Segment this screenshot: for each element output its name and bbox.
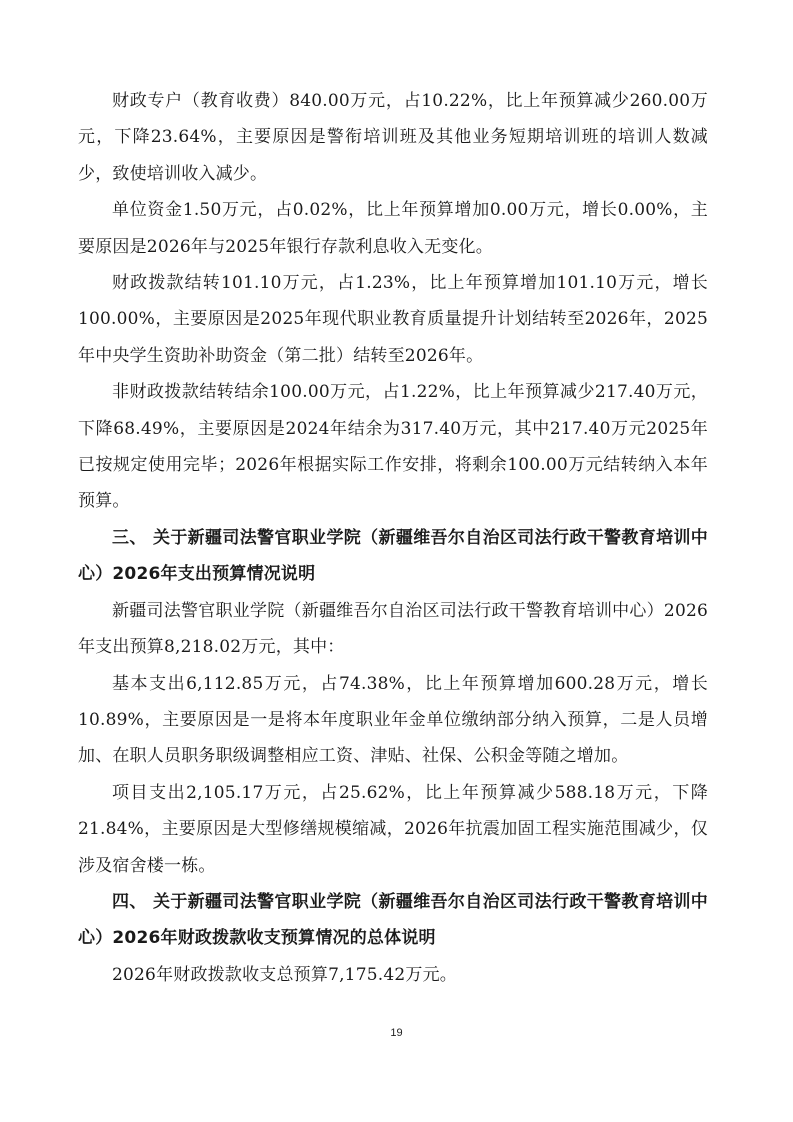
page-number: 19 [390,1027,403,1039]
paragraph-unit-funds: 单位资金1.50万元，占0.02%，比上年预算增加0.00万元，增长0.00%，主要原因是2026年与2025年银行存款利息收入无变化。 [78,200,708,257]
section-heading-3: 三、 关于新疆司法警官职业学院（新疆维吾尔自治区司法行政干警教育培训中心）2026年支出预算情况说明 [78,527,708,585]
section-heading-4: 四、 关于新疆司法警官职业学院（新疆维吾尔自治区司法行政干警教育培训中心）2026年财政拨款收支预算情况的总体说明 [78,891,708,949]
paragraph-project-expenditure: 项目支出2,105.17万元，占25.62%，比上年预算减少588.18万元，下降21.84%，主要原因是大型修缮规模缩减，2026年抗震加固工程实施范围减少，仅涉及宿舍楼一栋。 [78,782,708,876]
paragraph-basic-expenditure: 基本支出6,112.85万元，占74.38%，比上年预算增加600.28万元，增长10.89%，主要原因是一是将本年度职业年金单位缴纳部分纳入预算，二是人员增加、在职人员职务职级调整相应工资、津贴、社保、公积金等随之增加。 [78,673,708,767]
paragraph-fiscal-total: 2026年财政拨款收支总预算7,175.42万元。 [112,964,457,985]
paragraph-non-fiscal-carryover: 非财政拨款结转结余100.00万元，占1.22%，比上年预算减少217.40万元，下降68.49%，主要原因是2024年结余为317.40万元，其中217.40万元2025年已按规定使用完毕；2026年根据实际工作安排，将剩余100.00万元结转纳入本年预算。 [78,382,708,512]
paragraph-fiscal-carryover: 财政拨款结转101.10万元，占1.23%，比上年预算增加101.10万元，增长100.00%，主要原因是2025年现代职业教育质量提升计划结转至2026年，2025年中央学生资助补助资金（第二批）结转至2026年。 [78,273,708,366]
paragraph-special-account: 财政专户（教育收费）840.00万元，占10.22%，比上年预算减少260.00万元，下降23.64%，主要原因是警衔培训班及其他业务短期培训班的培训人数减少，致使培训收入减少。 [78,91,708,184]
paragraph-expenditure-total: 新疆司法警官职业学院（新疆维吾尔自治区司法行政干警教育培训中心）2026年支出预算8,218.02万元，其中： [78,600,708,658]
document-body [78,83,708,993]
